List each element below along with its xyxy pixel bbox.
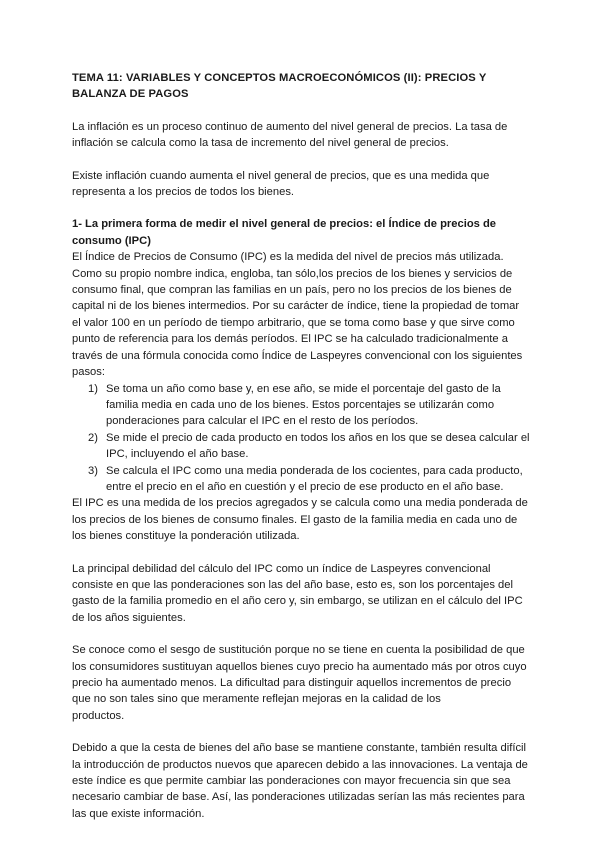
list-item-number: 3) [88,464,98,477]
intro-paragraph-existence: Existe inflación cuando aumenta el nivel general de precios, que es una medida que representa a los precios de todos los bienes. [72,169,490,199]
steps-list [72,381,530,496]
after-steps-paragraph: El IPC es una medida de los precios agregados y se calcula como una media ponderada de los precios de los bienes de consumo finales. El gasto de la familia media en cada uno de los bienes constituye la ponderación utilizada. [72,497,528,543]
list-item-text: Se calcula el IPC como una media ponderada de los cocientes, para cada producto, entre el precio en el año en cuestión y el precio de ese producto en el año base. [106,464,523,493]
list-item-text: Se toma un año como base y, en ese año, se mide el porcentaje del gasto de la familia media en cada uno de los bienes. Estos porcentajes se utilizarán como ponderaciones para calcular el IPC en el resto de los períodos. [106,382,501,428]
section-body: El Índice de Precios de Consumo (IPC) es la medida del nivel de precios más utilizada. Como su propio nombre indica, engloba, tan sólo,los precios de los bienes y servicios de consumo final, que compran las familias en un país, pero no los precios de los bienes de capital ni de los bienes intermedios. Por su carácter de índice, tiene la propiedad de tomar el valor 100 en un período de tiempo arbitrario, que se toma como base y que sirve como punto de referencia para los demás períodos. El IPC se ha calculado tradicionalmente a través de una fórmula conocida como Índice de Laspeyres convencional con los siguientes pasos: [72,251,523,379]
section-ipc [72,216,530,544]
list-item-number: 2) [88,431,98,444]
list-item [72,463,530,496]
list-item [72,381,530,430]
substitution-bias-tail: productos. [72,709,125,722]
section-heading: 1- La primera forma de medir el nivel general de precios: el Índice de precios de consumo (IPC) [72,218,497,247]
substitution-bias-paragraph [72,642,530,724]
page-title: TEMA 11: VARIABLES Y CONCEPTOS MACROECONÓMICOS (II): PRECIOS Y BALANZA DE PAGOS [72,72,487,101]
basket-paragraph: Debido a que la cesta de bienes del año base se mantiene constante, también resulta difícil la introducción de productos nuevos que aparecen debido a las innovaciones. La ventaja de este índice es que permite cambiar las ponderaciones con mayor frecuencia sin que sea necesario cambiar de base. Así, las ponderaciones utilizadas serían las más recientes para las que existe información. [72,742,528,820]
substitution-bias-text: Se conoce como el sesgo de sustitución porque no se tiene en cuenta la posibilidad de que los consumidores sustituyan aquellos bienes cuyo precio ha aumentado más por otros cuyo precio ha aumentado menos. La dificultad para distinguir aquellos incrementos de precio que no son tales sino que meramente reflejan mejoras en la calidad de los [72,644,527,706]
list-item-number: 1) [88,382,98,395]
weakness-paragraph: La principal debilidad del cálculo del IPC como un índice de Laspeyres convencional consiste en que las ponderaciones son las del año base, esto es, son los porcentajes del gasto de la familia promedio en el año cero y, sin embargo, se utilizan en el cálculo del IPC de los años siguientes. [72,562,523,624]
intro-paragraph-inflation: La inflación es un proceso continuo de aumento del nivel general de precios. La tasa de inflación se calcula como la tasa de incremento del nivel general de precios. [72,120,508,150]
list-item [72,430,530,463]
list-item-text: Se mide el precio de cada producto en todos los años en los que se desea calcular el IPC, incluyendo el año base. [106,431,530,461]
